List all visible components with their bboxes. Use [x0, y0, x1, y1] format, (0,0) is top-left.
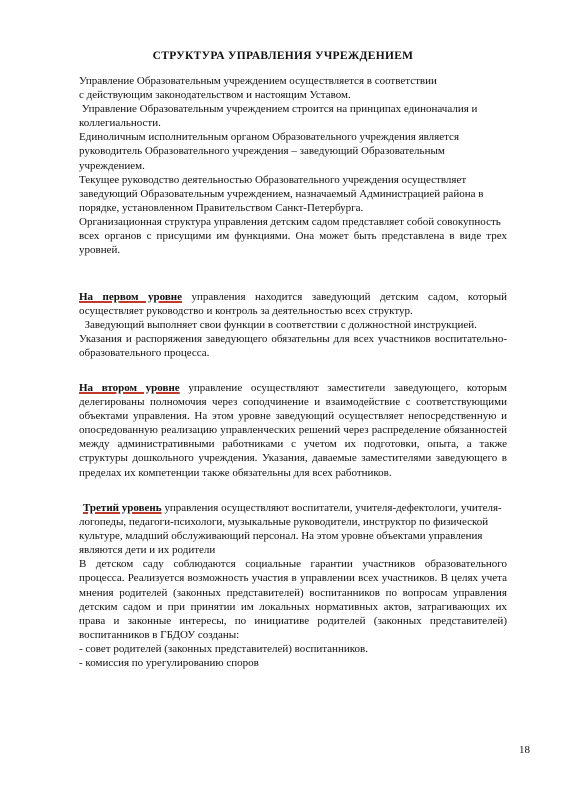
text-line: воспитанников в ГБДОУ созданы: [79, 628, 240, 641]
text-line: культуре, младший обслуживающий персонал. На этом уровне объектами управления [79, 530, 483, 543]
text-line: Управление Образовательным учреждением осуществляется в соответствии [79, 75, 437, 87]
text-line: права и законные интересы, по инициативе родителей (законных представителей) [79, 614, 507, 627]
text-line [79, 290, 507, 304]
text-line: объектами управления. На этом уровне заведующий осуществляет непосредственную и [79, 410, 507, 423]
text-line: с действующим законодательством и настоящим Уставом. [79, 89, 351, 102]
text-line: Единоличным исполнительным органом Образовательного учреждения является [79, 131, 459, 144]
second-level-heading: На втором уровне [79, 382, 180, 394]
text-line: являются дети и их родители [79, 544, 216, 557]
text-line: заведующий Образовательным учреждением, назначаемый Администрацией района в [79, 187, 484, 200]
text-fragment: управление осуществляют заместители заведующего, которым [179, 382, 508, 394]
text-line: коллегиальности. [79, 117, 161, 130]
text-line: Заведующий выполняет свои функции в соответствии с должностной инструкцией. [79, 319, 477, 332]
text-line: - совет родителей (законных представителей) воспитанников. [79, 642, 368, 655]
second-level-paragraph [79, 381, 507, 480]
text-line: образовательного процесса. [79, 347, 210, 360]
page-title: СТРУКТУРА УПРАВЛЕНИЯ УЧРЕЖДЕНИЕМ [152, 50, 414, 62]
text-line: структуры дошкольного учреждения. Указания, даваемые заместителями заведующего в [79, 452, 507, 465]
first-level-heading: На первом уровне [79, 291, 182, 303]
text-line: процесса. Реализуется возможность участия в управлении всех участников. В целях учета [79, 572, 507, 585]
text-fragment: управления осуществляют воспитатели, учителя-дефектологи, учителя- [161, 502, 502, 514]
text-line: Управление Образовательным учреждением строится на принципах единоначалия и [79, 103, 478, 116]
text-line: осуществляет руководство и контроль за деятельностью всех структур. [79, 305, 413, 318]
text-line: логопеды, педагоги-психологи, музыкальные руководители, инструктор по физической [79, 516, 489, 529]
text-line: - комиссия по урегулированию споров [79, 657, 259, 670]
text-line: Указания и распоряжения заведующего обязательны для всех участников воспитательно- [79, 333, 507, 346]
text-line: руководитель Образовательного учреждения – заведующий Образовательным [79, 145, 445, 158]
text-line: порядке, установленном Правительством Санкт-Петербурга. [79, 201, 364, 214]
text-line: Текущее руководство деятельностью Образовательного учреждения осуществляет [79, 173, 467, 186]
text-line: пределах их компетенции также обязательны для всех работников. [79, 466, 392, 479]
text-fragment: управления находится заведующий детским садом, который [182, 291, 507, 303]
text-line: мнения родителей (законных представителей) воспитанников по вопросам управления [79, 586, 507, 599]
text-line: всех органов с присущими им функциями. Она может быть представлена в виде трех [79, 230, 507, 243]
third-level-heading: Третий уровень [83, 502, 162, 514]
text-line: учреждением. [79, 159, 145, 172]
text-line [79, 501, 507, 515]
text-line: детским садом и при принятии им локальных нормативных актов, затрагивающих их [79, 600, 507, 613]
intro-paragraphs [79, 74, 507, 257]
text-line [79, 381, 507, 395]
text-line: В детском саду соблюдаются социальные гарантии участников образовательного [79, 558, 507, 571]
text-line: делегированы полномочия через соподчинение и взаимодействие с соответствующими [79, 396, 507, 409]
text-line: Организационная структура управления детским садом представляет собой совокупность [79, 215, 501, 228]
text-line: опосредованную реализацию управленческих решений через распределение обязанностей [79, 424, 507, 437]
page-number: 18 [519, 744, 530, 756]
text-line: между административными работниками с учетом их подготовки, опыта, а также [79, 438, 507, 451]
third-level-paragraph [79, 501, 507, 670]
text-line: уровней. [79, 244, 121, 257]
first-level-paragraph [79, 290, 507, 360]
